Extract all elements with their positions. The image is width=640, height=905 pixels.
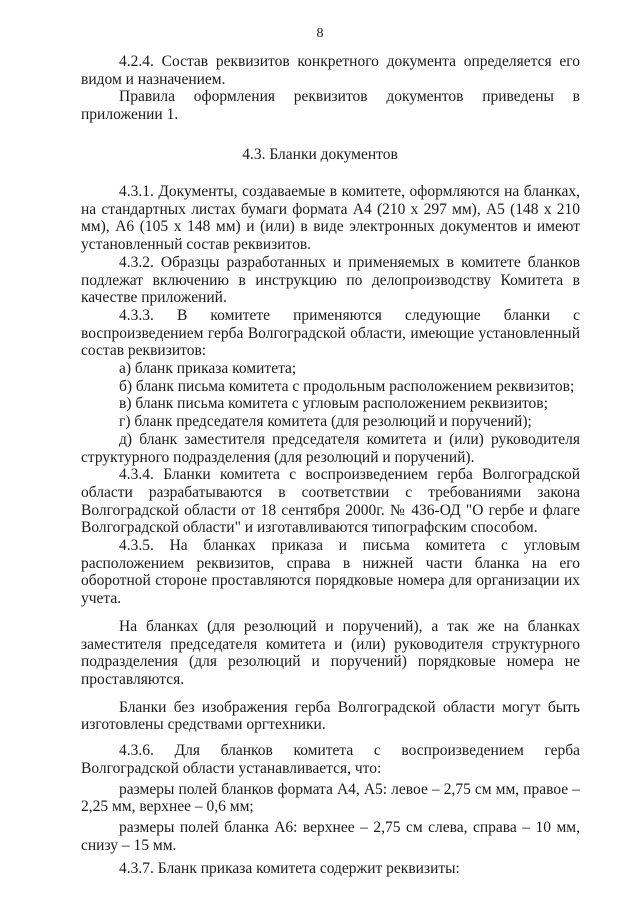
list-item: д) бланк заместителя председателя комитета и (или) руководителя структурного подразделения (для резолюций и поручений).: [81, 430, 580, 466]
paragraph-4-3-6: 4.3.6. Для бланков комитета с воспроизведением герба Волгоградской области устанавливается, что:: [81, 742, 580, 777]
paragraph-rules-appendix: Правила оформления реквизитов документов приведены в приложении 1.: [81, 88, 580, 124]
page-number: 8: [316, 26, 324, 41]
section-4-2-4: [81, 53, 580, 124]
paragraph-no-numbers: На бланках (для резолюций и поручений), а так же на бланках заместителя председателя комитета и (или) руководителя структурного подразделения (для резолюций и поручений) порядковые номера не проставляются.: [81, 617, 580, 688]
section-heading-4-3: 4.3. Бланки документов: [242, 146, 398, 163]
blank-types-list: [81, 360, 580, 466]
paragraph-4-2-4: 4.2.4. Состав реквизитов конкретного документа определяется его видом и назначением.: [81, 53, 580, 88]
paragraph-4-3-7: 4.3.7. Бланк приказа комитета содержит реквизиты:: [119, 860, 460, 878]
list-item: в) бланк письма комитета с угловым расположением реквизитов;: [119, 395, 548, 413]
paragraph-margins-a4-a5: размеры полей бланков формата А4, А5: левое – 2,75 см мм, правое – 2,25 мм, верхнее – 0,6 мм;: [81, 780, 580, 816]
list-item: а) бланк приказа комитета;: [119, 360, 297, 378]
paragraph-4-3-2: 4.3.2. Образцы разработанных и применяемых в комитете бланков подлежат включению в инструкцию по делопроизводству Комитета в качестве приложений.: [81, 253, 580, 307]
paragraph-4-3-1: 4.3.1. Документы, создаваемые в комитете, оформляются на бланках, на стандартных листах бумаги формата А4 (210 х 297 мм), А5 (148 х 210 мм), А6 (105 х 148 мм) и (или) в виде электронных документов и имеют установленный состав реквизитов.: [81, 183, 580, 254]
paragraph-margins-a6: размеры полей бланка А6: верхнее – 2,75 см слева, справа – 10 мм, снизу – 15 мм.: [81, 818, 580, 854]
section-4-3-body: [81, 183, 580, 878]
list-item: г) бланк председателя комитета (для резолюций и поручений);: [119, 413, 532, 431]
paragraph-office-equipment: Бланки без изображения герба Волгоградской области могут быть изготовлены средствами оргтехники.: [81, 698, 580, 734]
paragraph-4-3-4: 4.3.4. Бланки комитета с воспроизведением герба Волгоградской области разрабатываются в соответствии с требованиями закона Волгоградской области от 18 сентября 2000г. № 436-ОД "О гербе и флаге Волгоградской области" и изготавливаются типографским способом.: [81, 466, 580, 537]
paragraph-4-3-5: 4.3.5. На бланках приказа и письма комитета с угловым расположением реквизитов, справа в нижней части бланка на его оборотной стороне проставляются порядковые номера для организации их учета.: [81, 537, 580, 608]
list-item: б) бланк письма комитета с продольным расположением реквизитов;: [119, 377, 575, 395]
paragraph-4-3-3: 4.3.3. В комитете применяются следующие бланки с воспроизведением герба Волгоградской области, имеющие установленный состав реквизитов:: [81, 306, 580, 360]
